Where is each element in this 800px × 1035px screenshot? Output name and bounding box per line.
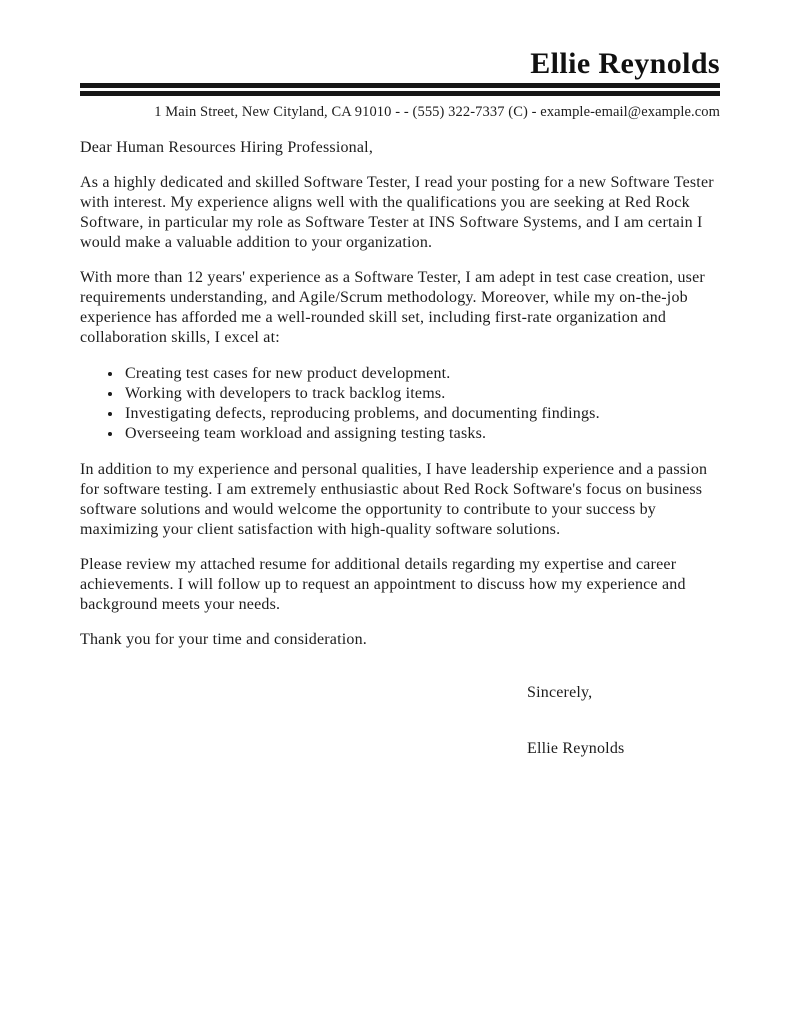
experience-paragraph: With more than 12 years' experience as a Software Tester, I am adept in test case creation, user requirements understanding, and Agile/Scrum methodology. Moreover, while my on-the-job experience has afforded me a well-rounded skill set, including first-rate organization and collaboration skills, I excel at:	[80, 269, 705, 346]
resume-followup-paragraph: Please review my attached resume for additional details regarding my expertise and career achievements. I will follow up to request an appointment to discuss how my experience and background meets your needs.	[80, 556, 686, 613]
skill-bullet-item: • Creating test cases for new product development.	[123, 364, 720, 384]
valediction-line: Sincerely,	[527, 684, 593, 701]
closing-block	[527, 683, 720, 759]
intro-paragraph: As a highly dedicated and skilled Software Tester, I read your posting for a new Software Tester with interest. My experience aligns well with the qualifications you are seeking at Red Rock Software, in particular my role as Software Tester at INS Software Systems, and I am certain I would make a valuable addition to your organization.	[80, 174, 714, 251]
thank-you-line: Thank you for your time and consideration.	[80, 631, 367, 648]
applicant-name-heading: Ellie Reynolds	[530, 47, 720, 80]
salutation-line: Dear Human Resources Hiring Professional,	[80, 139, 374, 156]
skill-bullet-item: • Investigating defects, reproducing problems, and documenting findings.	[123, 404, 720, 424]
contact-info-line: 1 Main Street, New Cityland, CA 91010 - - (555) 322-7337 (C) - example-email@example.com	[154, 104, 720, 120]
header-double-rule	[80, 83, 720, 96]
signature-name: Ellie Reynolds	[527, 740, 625, 757]
skill-bullet-item: • Working with developers to track backlog items.	[123, 384, 720, 404]
skill-bullet-item: • Overseeing team workload and assigning testing tasks.	[123, 424, 720, 444]
enthusiasm-paragraph: In addition to my experience and personal qualities, I have leadership experience and a passion for software testing. I am extremely enthusiastic about Red Rock Software's focus on business software solutions and would welcome the opportunity to contribute to your success by maximizing your client satisfaction with high-quality software solutions.	[80, 461, 708, 538]
skills-bullet-list	[80, 364, 720, 444]
